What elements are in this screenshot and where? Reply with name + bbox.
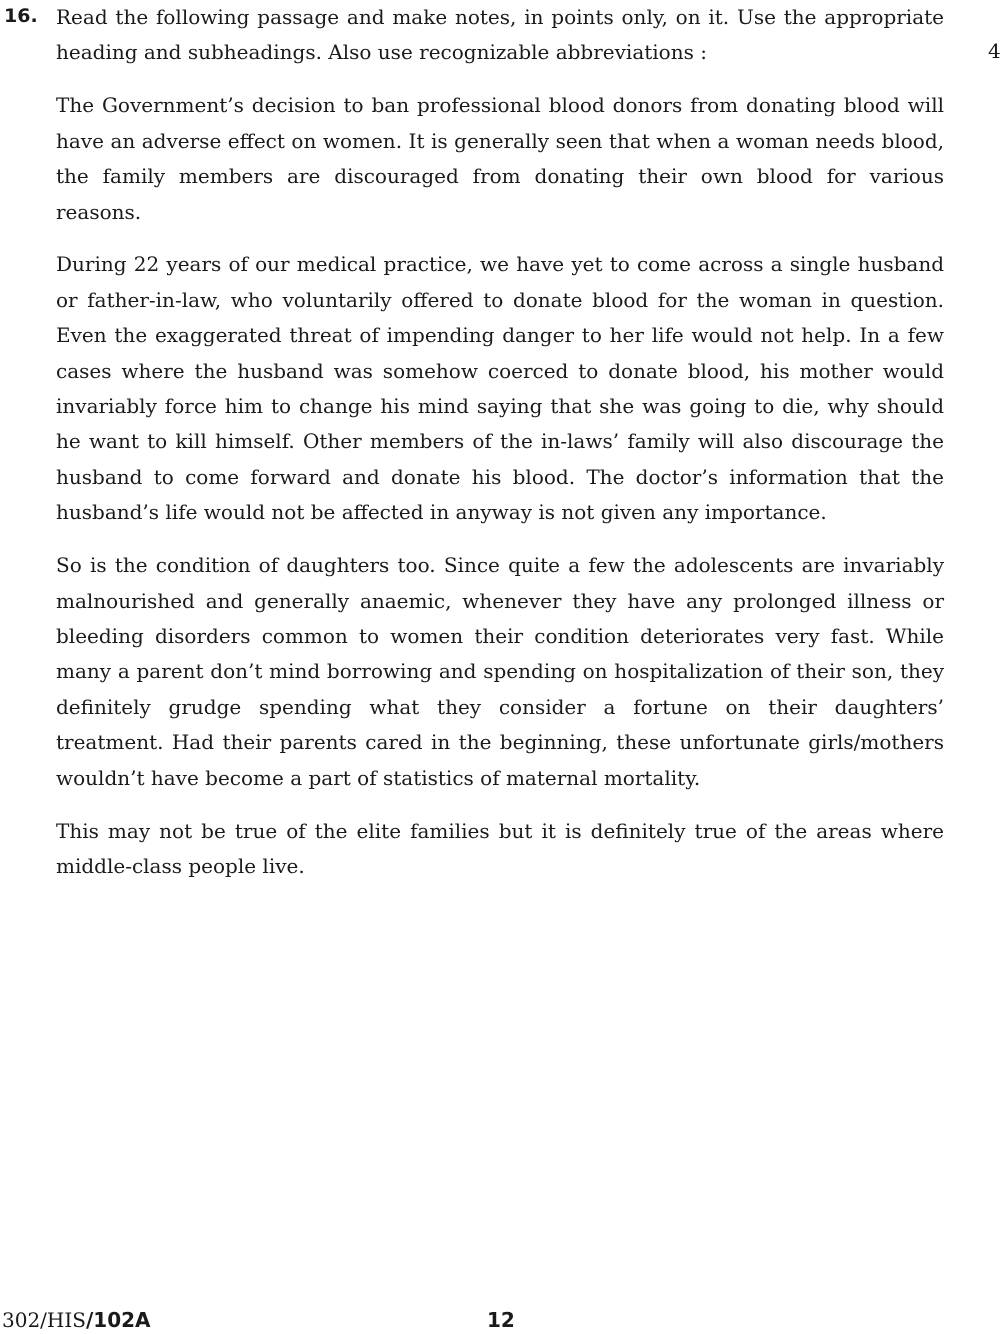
passage-paragraph-4: This may not be true of the elite families but it is definitely true of the areas where middle-class people live.: [56, 818, 944, 878]
page-number: 12: [487, 1308, 515, 1332]
question-content: [56, 0, 944, 902]
passage-paragraph-1: The Government’s decision to ban professional blood donors from donating blood will have an adverse effect on women. It is generally seen that when a woman needs blood, the family members are discouraged from donating their own blood for various reasons.: [56, 93, 944, 224]
paper-code-suffix: /102A: [85, 1308, 151, 1332]
question-number: 16.: [4, 5, 38, 27]
question-instruction: Read the following passage and make notes, in points only, on it. Use the appropriate heading and subheadings. Also use recognizable abbreviations :: [56, 5, 944, 65]
passage-paragraph-3: So is the condition of daughters too. Since quite a few the adolescents are invariably malnourished and generally anaemic, whenever they have any prolonged illness or bleeding disorders common to women their condition deteriorates very fast. While many a parent don’t mind borrowing and spending on hospitalization of their son, they definitely grudge spending what they consider a fortune on their daughters’ treatment. Had their parents cared in the beginning, these unfortunate girls/mothers wouldn’t have become a part of statistics of maternal mortality.: [56, 553, 944, 790]
paper-code-prefix: 302/HIS: [2, 1308, 86, 1332]
marks-value: 4: [988, 39, 1001, 63]
passage-paragraph-2: During 22 years of our medical practice, we have yet to come across a single husband or father-in-law, who voluntarily offered to donate blood for the woman in question. Even the exaggerated threat of impending danger to her life would not help. In a few cases where the husband was somehow coerced to donate blood, his mother would invariably force him to change his mind saying that she was going to die, why should he want to kill himself. Other members of the in-laws’ family will also discourage the husband to come forward and donate his blood. The doctor’s information that the husband’s life would not be affected in anyway is not given any importance.: [56, 252, 944, 525]
